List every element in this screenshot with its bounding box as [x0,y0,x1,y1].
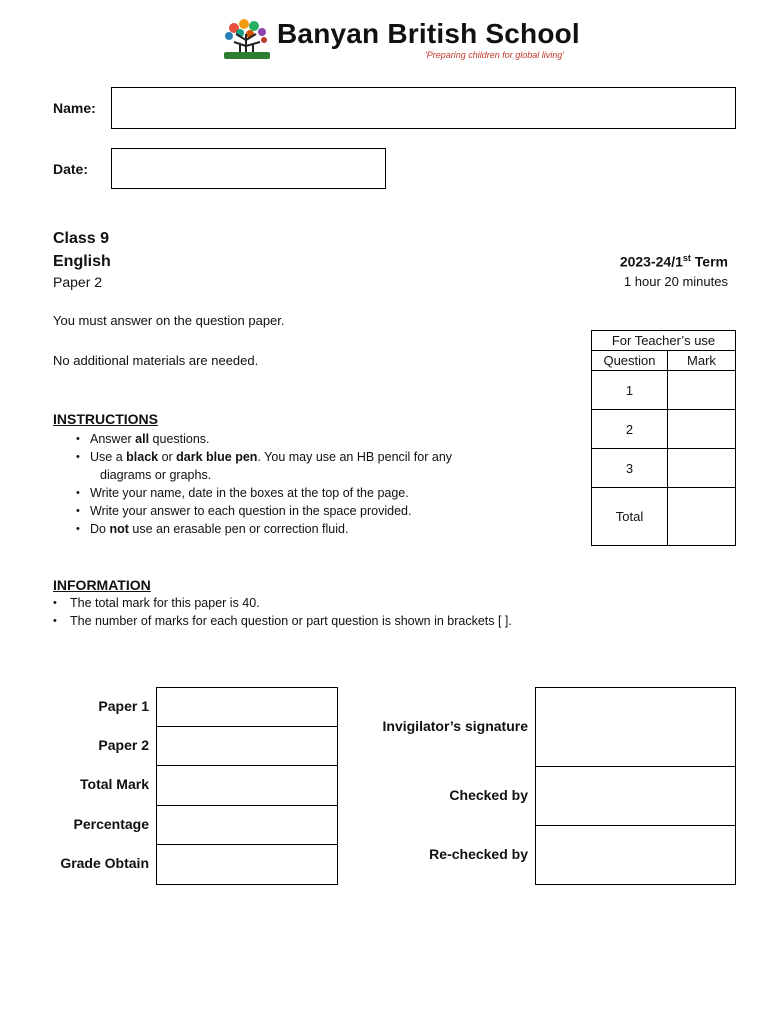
percentage-label: Percentage [73,816,149,832]
grid-divider [157,805,337,806]
grid-divider [157,844,337,845]
instruction-bold: dark blue pen [176,450,258,464]
invigilator-signature-label: Invigilator’s signature [382,718,528,734]
paper2-label: Paper 2 [98,737,149,753]
name-label: Name: [53,100,96,116]
exam-note-1: You must answer on the question paper. [53,313,285,328]
instruction-bold: all [135,432,150,446]
term-year: 2023-24/1 [619,253,683,270]
rechecked-by-label: Re-checked by [429,846,528,862]
term-label [620,253,728,270]
instruction-text: Do [90,522,110,536]
paper1-label: Paper 1 [98,698,149,714]
school-name: Banyan British School [277,18,580,49]
class-label: Class 9 [53,230,110,247]
exam-note-2: No additional materials are needed. [53,353,259,368]
grade-obtain-label: Grade Obtain [60,855,149,871]
banyan-tree-logo-icon [220,18,274,62]
mark-cell[interactable] [668,410,736,449]
teacher-use-table [591,330,736,546]
instruction-item: • Write your answer to each question in the space provided. [76,502,476,520]
date-label: Date: [53,161,89,177]
instruction-text: . You may use an HB pencil for any [257,450,453,464]
grid-divider [157,726,337,727]
information-heading: INFORMATION [53,577,151,593]
marks-grid [156,687,338,885]
instruction-item [76,520,476,538]
paper-label: Paper 2 [53,274,103,290]
instruction-item [76,448,476,484]
information-item: • The number of marks for each question or part question is shown in brackets [ ]. [53,612,673,630]
instruction-text: diagrams or graphs. [100,468,212,482]
total-label: Total [592,488,668,546]
term-sup: st [682,253,691,263]
instructions-heading: INSTRUCTIONS [53,411,158,427]
instructions-list [76,430,476,538]
question-number: 2 [592,410,668,449]
mark-cell[interactable] [668,449,736,488]
name-field[interactable] [111,87,736,129]
signature-grid [535,687,736,885]
teacher-table-row [592,488,736,546]
information-list [53,594,673,630]
teacher-table-mark-header: Mark [668,351,736,371]
instruction-text: or [158,450,177,464]
question-number: 1 [592,371,668,410]
instruction-bold: not [109,522,129,536]
question-number: 3 [592,449,668,488]
instruction-text: questions. [149,432,210,446]
teacher-table-row [592,449,736,488]
duration-label: 1 hour 20 minutes [623,274,728,289]
instruction-text: Use a [90,450,127,464]
grid-divider [157,765,337,766]
total-mark-cell[interactable] [668,488,736,546]
checked-by-label: Checked by [449,787,528,803]
mark-cell[interactable] [668,371,736,410]
subject-label: English [53,253,111,270]
term-suffix: Term [690,253,728,270]
instruction-text: Answer [90,432,136,446]
grid-divider [536,825,735,826]
information-item: • The total mark for this paper is 40. [53,594,673,612]
instruction-text: use an erasable pen or correction fluid. [128,522,349,536]
grid-divider [536,766,735,767]
teacher-table-row [592,371,736,410]
date-field[interactable] [111,148,386,189]
teacher-table-title: For Teacher’s use [592,331,736,351]
instruction-item [76,430,476,448]
instruction-bold: black [126,450,159,464]
total-mark-label: Total Mark [80,776,149,792]
school-tagline: 'Preparing children for global living' [425,50,565,60]
instruction-item: • Write your name, date in the boxes at the top of the page. [76,484,476,502]
teacher-table-row [592,410,736,449]
teacher-table-question-header: Question [592,351,668,371]
